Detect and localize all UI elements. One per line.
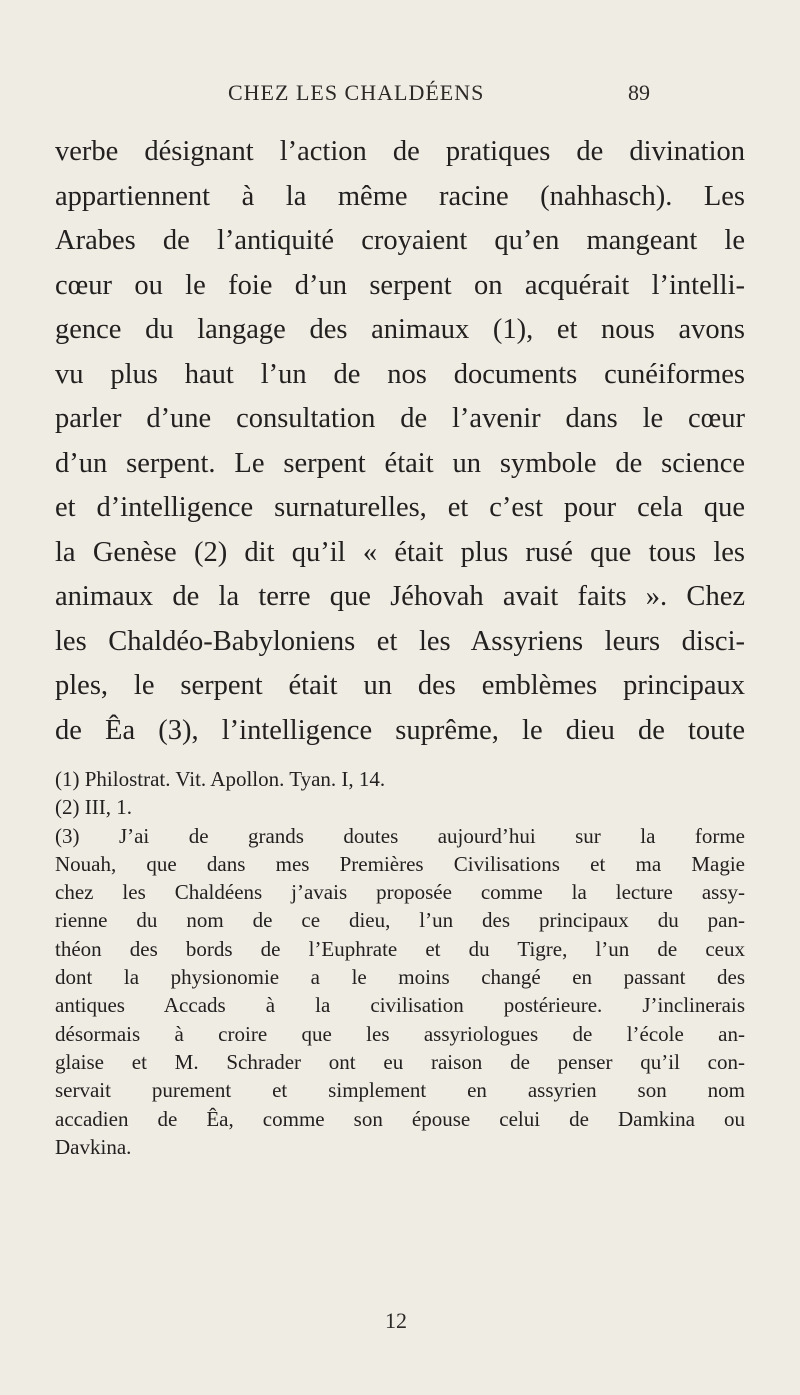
text-line: les Chaldéo-Babyloniens et les Assyriens leurs disci- bbox=[55, 625, 745, 657]
text-line: parler d’une consultation de l’avenir dans le cœur bbox=[55, 403, 745, 434]
text-line: la Genèse (2) dit qu’il « était plus rusé que tous les bbox=[55, 536, 745, 568]
footnote-line: Nouah, que dans mes Premières Civilisations et ma Magie bbox=[55, 851, 745, 876]
text-line: verbe désignant l’action de pratiques de divination bbox=[55, 136, 745, 167]
text-line: de Êa (3), l’intelligence suprême, le dieu de toute bbox=[55, 714, 745, 746]
footnote-line: théon des bords de l’Euphrate et du Tigre, l’un de ceux bbox=[55, 936, 745, 961]
text-line: et d’intelligence surnaturelles, et c’est pour cela que bbox=[55, 492, 745, 523]
text-line: d’un serpent. Le serpent était un symbole de science bbox=[55, 447, 745, 479]
text-line: appartiennent à la même racine (nahhasch). Les bbox=[55, 180, 745, 212]
footnotes bbox=[55, 765, 745, 1161]
footnote-line: rienne du nom de ce dieu, l’un des principaux du pan- bbox=[55, 908, 745, 933]
footnote-line: glaise et M. Schrader ont eu raison de penser qu’il con- bbox=[55, 1049, 745, 1074]
footnote-line: dont la physionomie a le moins changé en passant des bbox=[55, 965, 745, 990]
footnote-line: désormais à croire que les assyriologues de l’école an- bbox=[55, 1021, 745, 1046]
text-line: cœur ou le foie d’un serpent on acquérait l’intelli- bbox=[55, 269, 745, 301]
running-head bbox=[0, 80, 800, 110]
footnote-line: servait purement et simplement en assyrien son nom bbox=[55, 1078, 745, 1103]
footnote-line: (3) J’ai de grands doutes aujourd’hui sur la forme bbox=[55, 823, 745, 848]
main-text bbox=[55, 130, 745, 753]
running-title: CHEZ LES CHALDÉENS bbox=[228, 80, 485, 105]
text-line: ples, le serpent était un des emblèmes principaux bbox=[55, 670, 745, 701]
footnote-line: (2) III, 1. bbox=[55, 795, 132, 820]
footnote-line: accadien de Êa, comme son épouse celui de Damkina ou bbox=[55, 1106, 745, 1131]
text-line: animaux de la terre que Jéhovah avait faits ». Chez bbox=[55, 581, 745, 612]
footnote-line: (1) Philostrat. Vit. Apollon. Tyan. I, 14. bbox=[55, 767, 386, 791]
page-number: 89 bbox=[628, 80, 650, 105]
text-line: gence du langage des animaux (1), et nous avons bbox=[55, 314, 745, 345]
footnote-line: Davkina. bbox=[55, 1134, 132, 1159]
signature-mark: 12 bbox=[385, 1308, 407, 1333]
footnote-line: antiques Accads à la civilisation postérieure. J’inclinerais bbox=[55, 993, 745, 1018]
text-line: vu plus haut l’un de nos documents cunéiformes bbox=[55, 358, 745, 390]
footnote-line: chez les Chaldéens j’avais proposée comme la lecture assy- bbox=[55, 880, 745, 905]
text-line: Arabes de l’antiquité croyaient qu’en mangeant le bbox=[55, 225, 745, 256]
